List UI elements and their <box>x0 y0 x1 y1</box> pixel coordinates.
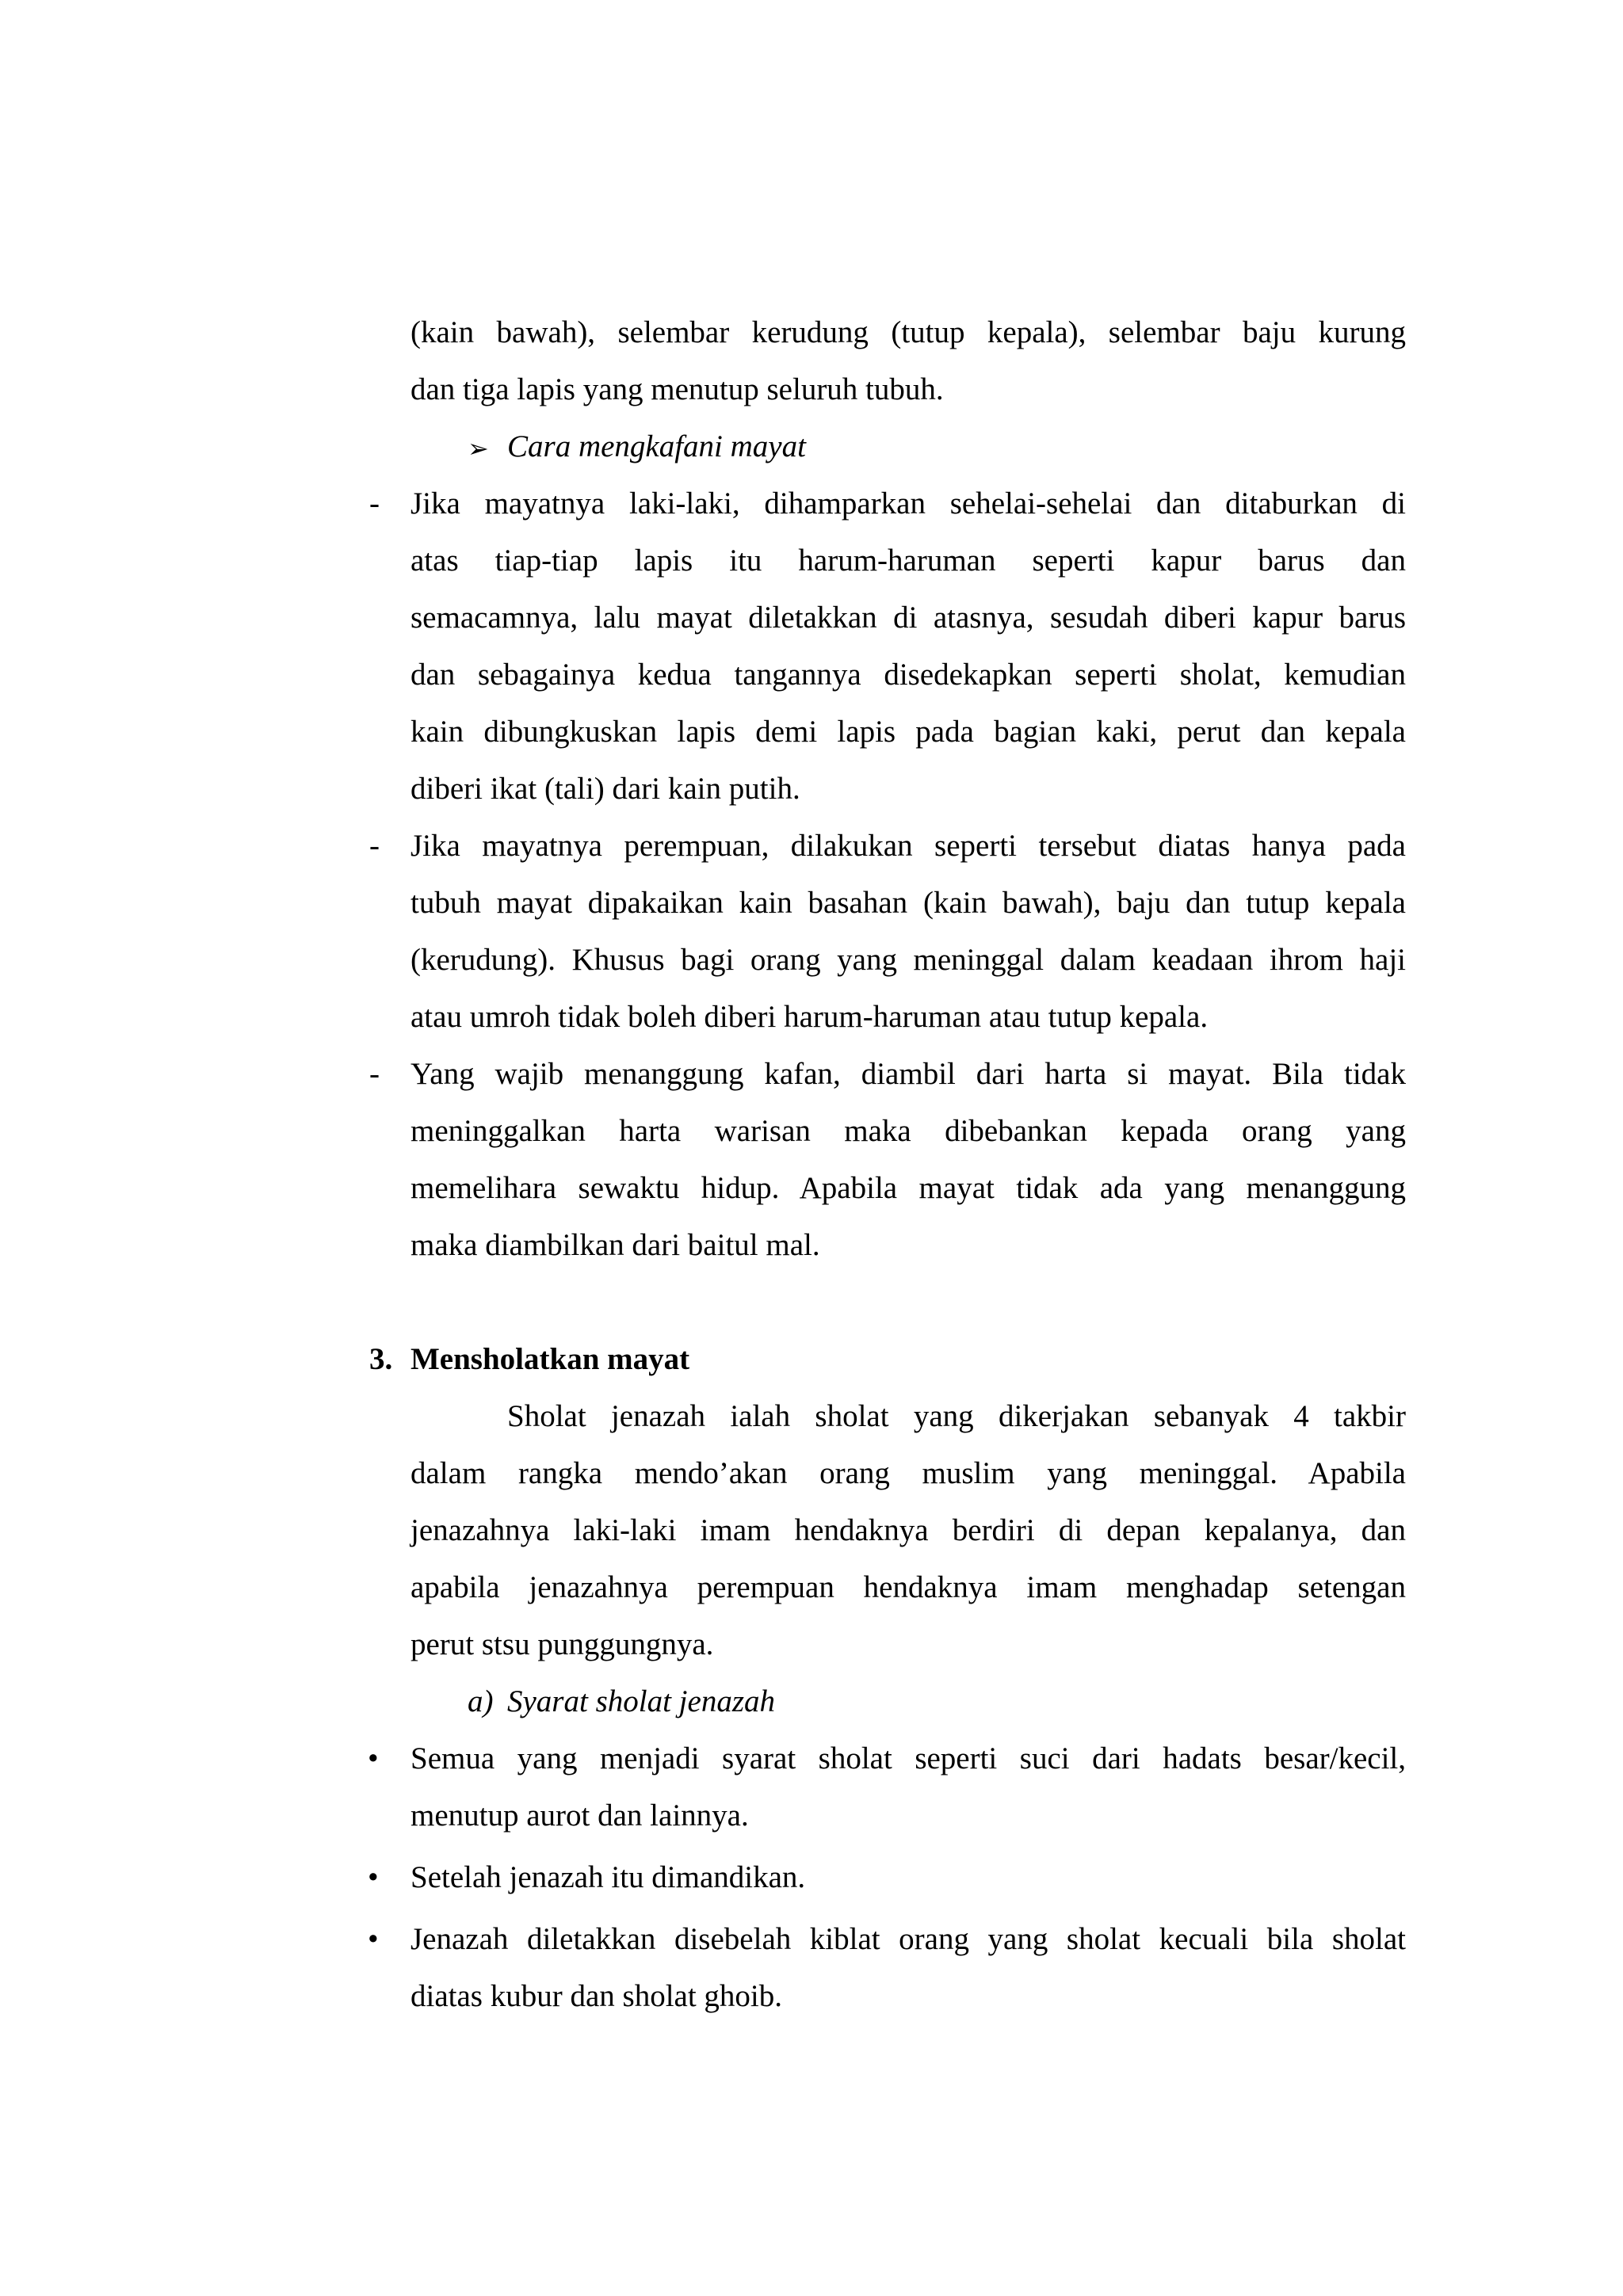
list-item-line: Jika mayatnya laki-laki, dihamparkan sehelai-sehelai dan ditaburkan di <box>411 486 1406 521</box>
bullet-icon: • <box>368 1922 379 1956</box>
list-item-line: dan sebagainya kedua tangannya disedekapkan seperti sholat, kemudian <box>411 658 1406 692</box>
list-item-line: tubuh mayat dipakaikan kain basahan (kain bawah), baju dan tutup kepala <box>411 886 1406 920</box>
list-item-line: maka diambilkan dari baitul mal. <box>411 1228 820 1262</box>
list-item-line: atas tiap-tiap lapis itu harum-haruman seperti kapur barus dan <box>411 543 1406 578</box>
section-number: 3. <box>369 1342 393 1376</box>
subheading-marker: a) <box>468 1684 494 1718</box>
paragraph-line: Sholat jenazah ialah sholat yang dikerjakan sebanyak 4 takbir <box>507 1399 1406 1433</box>
paragraph-line: perut stsu punggungnya. <box>411 1627 714 1661</box>
list-item-line: semacamnya, lalu mayat diletakkan di atasnya, sesudah diberi kapur barus <box>411 601 1406 635</box>
list-item-line: memelihara sewaktu hidup. Apabila mayat tidak ada yang menanggung <box>411 1171 1406 1205</box>
list-item-line: meninggalkan harta warisan maka dibebankan kepada orang yang <box>411 1114 1406 1148</box>
dash-marker: - <box>369 829 380 863</box>
list-item-line: (kerudung). Khusus bagi orang yang meninggal dalam keadaan ihrom haji <box>411 943 1406 977</box>
bullet-item-line: Setelah jenazah itu dimandikan. <box>411 1860 806 1894</box>
bullet-icon: • <box>368 1860 379 1894</box>
dash-marker: - <box>369 1057 380 1091</box>
paragraph-line: jenazahnya laki-laki imam hendaknya berdiri di depan kepalanya, dan <box>411 1513 1406 1547</box>
section-title: Mensholatkan mayat <box>411 1342 690 1376</box>
bullet-item-line: menutup aurot dan lainnya. <box>411 1798 749 1833</box>
paragraph-line: dalam rangka mendo’akan orang muslim yang meninggal. Apabila <box>411 1456 1406 1490</box>
subheading-syarat: Syarat sholat jenazah <box>507 1684 775 1718</box>
bullet-icon: • <box>368 1741 379 1775</box>
arrow-bullet-icon: ➢ <box>468 433 489 463</box>
intro-line: (kain bawah), selembar kerudung (tutup kepala), selembar baju kurung <box>411 315 1406 349</box>
bullet-item-line: Jenazah diletakkan disebelah kiblat orang yang sholat kecuali bila sholat <box>411 1922 1406 1956</box>
list-item-line: Jika mayatnya perempuan, dilakukan seperti tersebut diatas hanya pada <box>411 829 1406 863</box>
list-item-line: kain dibungkuskan lapis demi lapis pada bagian kaki, perut dan kepala <box>411 715 1406 749</box>
list-item-line: diberi ikat (tali) dari kain putih. <box>411 772 800 806</box>
list-item-line: Yang wajib menanggung kafan, diambil dari harta si mayat. Bila tidak <box>411 1057 1406 1091</box>
list-item-line: atau umroh tidak boleh diberi harum-haruman atau tutup kepala. <box>411 1000 1209 1034</box>
intro-line: dan tiga lapis yang menutup seluruh tubuh. <box>411 372 944 406</box>
subheading-kafan: Cara mengkafani mayat <box>507 429 806 463</box>
dash-marker: - <box>369 486 380 521</box>
bullet-item-line: diatas kubur dan sholat ghoib. <box>411 1979 783 2013</box>
bullet-item-line: Semua yang menjadi syarat sholat seperti suci dari hadats besar/kecil, <box>411 1741 1406 1775</box>
paragraph-line: apabila jenazahnya perempuan hendaknya imam menghadap setengan <box>411 1570 1406 1604</box>
